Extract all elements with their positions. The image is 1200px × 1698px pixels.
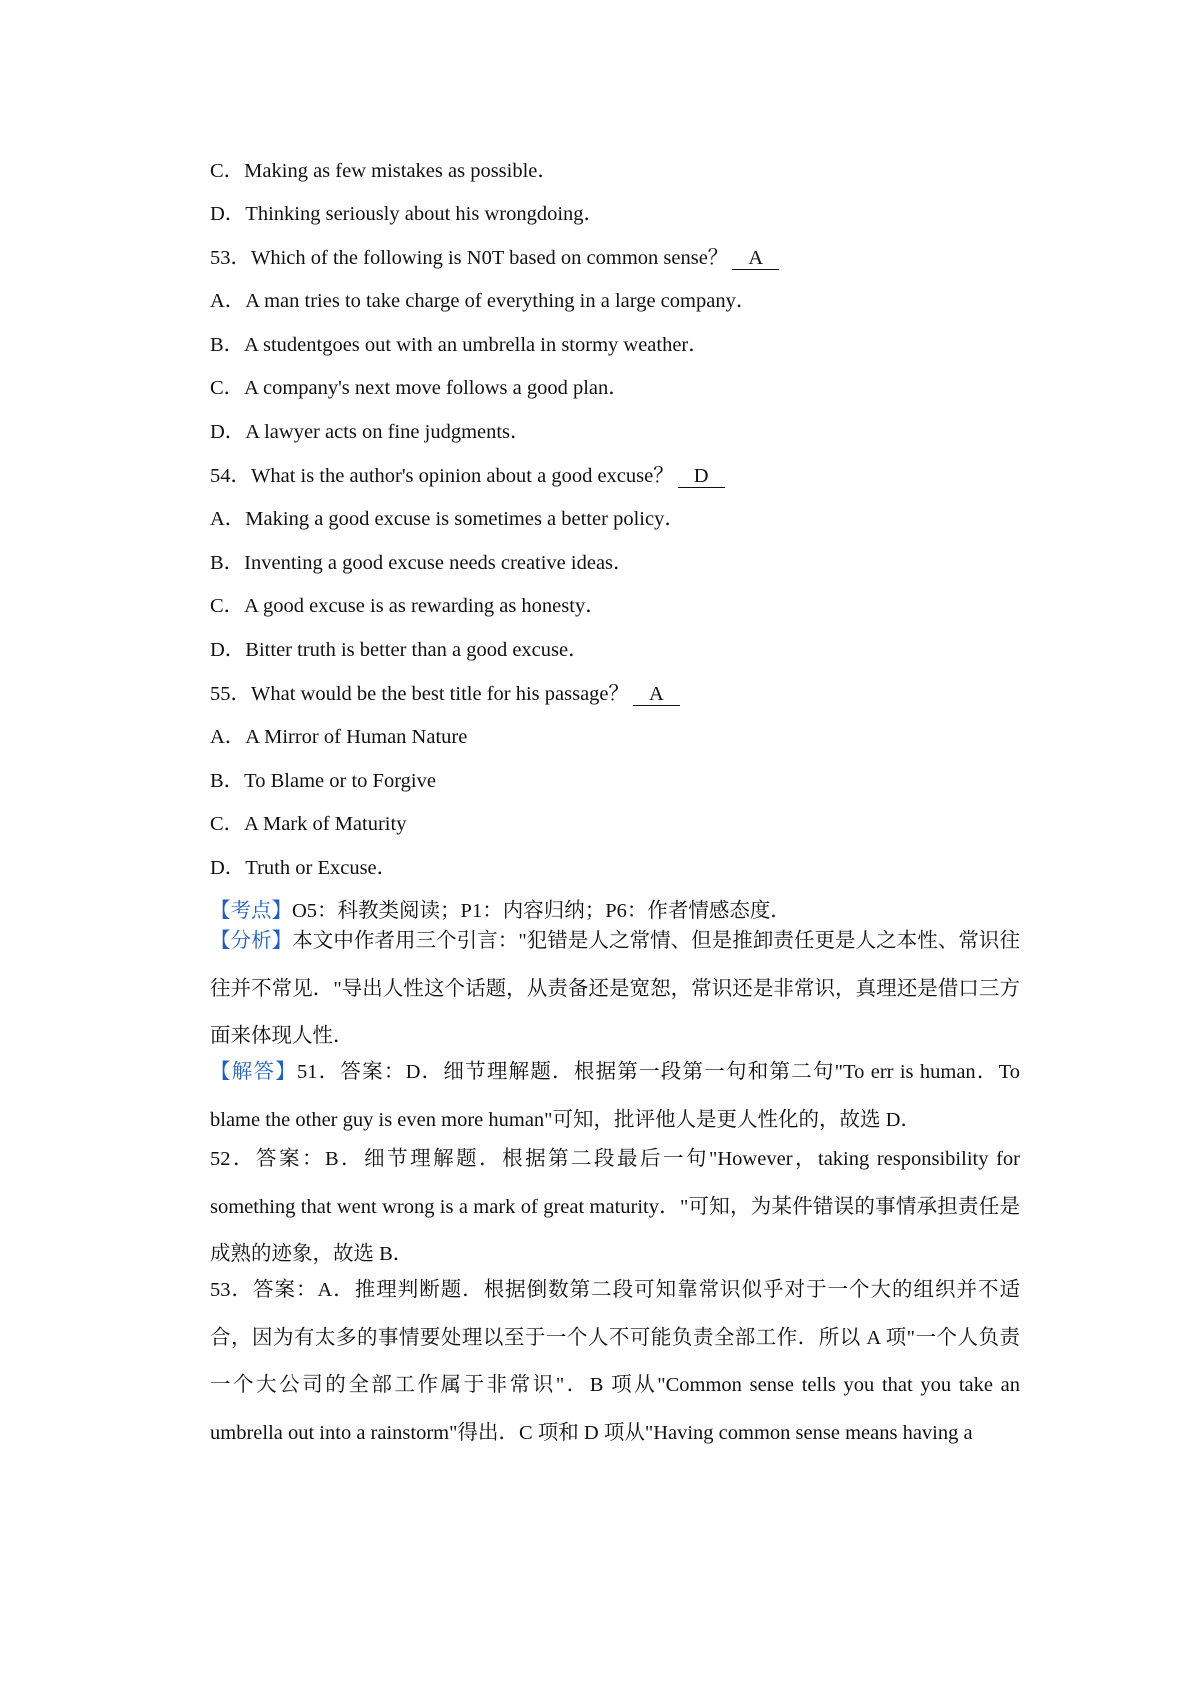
jieda-section — [210, 1049, 1020, 1144]
option-54-a: A．Making a good excuse is sometimes a better policy． — [210, 508, 685, 530]
question-53-answer: A — [732, 247, 779, 270]
jieda-text: 51．答案：D．细节理解题．根据第一段第一句和第二句"To err is human．To blame the other guy is even more human"可知，批评他人是更人性化的，故选 D． — [210, 1061, 1021, 1131]
question-55-answer: A — [633, 683, 680, 706]
option-54-b: B．Inventing a good excuse needs creative ideas． — [210, 552, 634, 574]
option-54-d: D．Bitter truth is better than a good excuse． — [210, 639, 589, 661]
option-53-d: D．A lawyer acts on fine judgments． — [210, 421, 531, 443]
question-54 — [210, 462, 725, 490]
option-55-d: D．Truth or Excuse． — [210, 857, 398, 879]
option-55-c: C．A Mark of Maturity — [210, 813, 407, 835]
fenxi-text: 本文中作者用三个引言："犯错是人之常情、但是推卸责任更是人之本性、常识往往并不常见．"导出人性这个话题，从责备还是宽恕，常识还是非常识，真理还是借口三方面来体现人性． — [210, 930, 1020, 1047]
option-53-a: A．A man tries to take charge of everything in a large company． — [210, 290, 757, 312]
question-53 — [210, 244, 779, 272]
kaodian-tag: 【考点】 — [210, 900, 292, 922]
answer-53-explanation: 53．答案：A．推理判断题．根据倒数第二段可知靠常识似乎对于一个大的组织并不适合，因为有太多的事情要处理以至于一个人不可能负责全部工作．所以 A 项"一个人负责一个大公司的全部工作属于非常识"．B 项从"Common sense tells you that you take an umbrella out into a rainstorm"得出．C 项和 D 项从"Having common sense means having a — [210, 1279, 1020, 1444]
option-53-b: B．A studentgoes out with an umbrella in stormy weather． — [210, 334, 709, 356]
fenxi-tag: 【分析】 — [210, 930, 293, 952]
question-53-stem: 53．Which of the following is N0T based on common sense？ — [210, 247, 729, 269]
option-52-c: C．Making as few mistakes as possible． — [210, 160, 558, 182]
option-54-c: C．A good excuse is as rewarding as honesty． — [210, 595, 606, 617]
question-54-answer: D — [678, 465, 725, 488]
question-55 — [210, 680, 680, 708]
option-55-b: B．To Blame or to Forgive — [210, 770, 436, 792]
question-55-stem: 55．What would be the best title for his passage？ — [210, 683, 630, 705]
question-54-stem: 54．What is the author's opinion about a good excuse？ — [210, 465, 674, 487]
kaodian-text: O5：科教类阅读；P1：内容归纳；P6：作者情感态度． — [292, 900, 791, 922]
answer-52-explanation: 52．答案：B．细节理解题．根据第二段最后一句"However，taking responsibility for something that went wrong is a mark of great maturity．"可知，为某件错误的事情承担责任是成熟的迹象，故选 B． — [210, 1148, 1020, 1265]
option-53-c: C．A company's next move follows a good plan． — [210, 377, 629, 399]
option-52-d: D．Thinking seriously about his wrongdoing． — [210, 203, 605, 225]
fenxi-section — [210, 918, 1020, 1061]
option-55-a: A．A Mirror of Human Nature — [210, 726, 468, 748]
jieda-tag: 【解答】 — [210, 1061, 297, 1083]
